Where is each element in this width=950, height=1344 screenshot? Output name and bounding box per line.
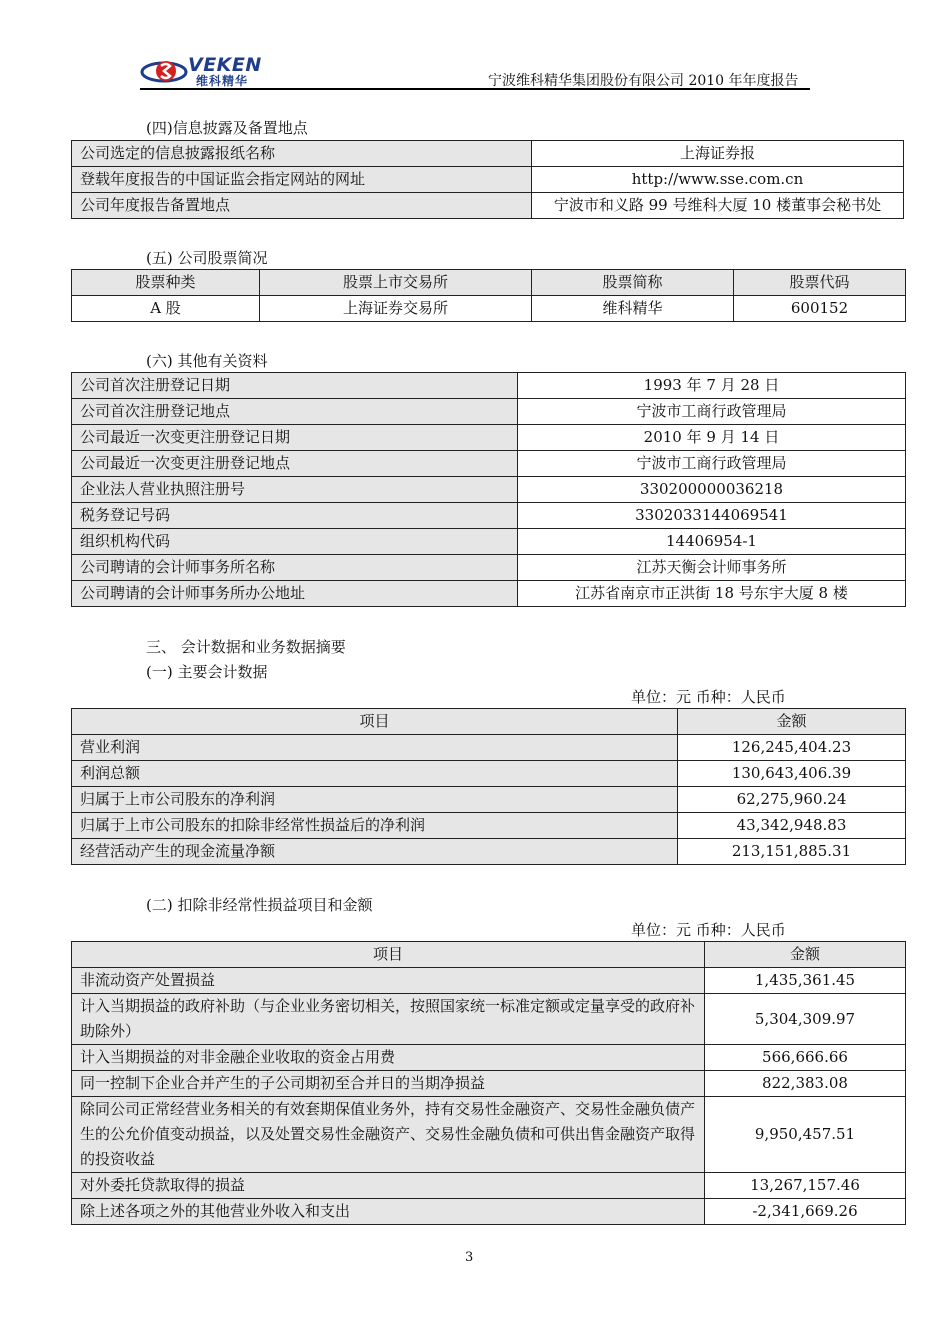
table-header-row bbox=[72, 942, 906, 968]
row-value: -2,341,669.26 bbox=[705, 1199, 906, 1225]
row-value: 62,275,960.24 bbox=[678, 787, 906, 813]
table-row bbox=[72, 1097, 906, 1173]
header-cell: 金额 bbox=[705, 942, 906, 968]
header-cell: 项目 bbox=[72, 709, 678, 735]
table-row bbox=[72, 761, 906, 787]
table-row bbox=[72, 425, 906, 451]
row-value: 330200000036218 bbox=[518, 477, 906, 503]
logo-english: VEKEN bbox=[188, 54, 262, 76]
table-row bbox=[72, 555, 906, 581]
table-row bbox=[72, 1071, 906, 1097]
table-row bbox=[72, 451, 906, 477]
table-row bbox=[72, 529, 906, 555]
row-value: 5,304,309.97 bbox=[705, 994, 906, 1045]
row-label: 公司最近一次变更注册登记日期 bbox=[72, 425, 518, 451]
sec3-sub1-title: (一) 主要会计数据 bbox=[146, 663, 268, 681]
header-cell: 股票种类 bbox=[72, 270, 260, 296]
row-label: 除同公司正常经营业务相关的有效套期保值业务外，持有交易性金融资产、交易性金融负债产生的公允价值变动损益，以及处置交易性金融资产、交易性金融负债和可供出售金融资产取得的投资收益 bbox=[72, 1097, 705, 1173]
header-cell: 金额 bbox=[678, 709, 906, 735]
row-label: 除上述各项之外的其他营业外收入和支出 bbox=[72, 1199, 705, 1225]
sec3-sub2-title: (二) 扣除非经常性损益项目和金额 bbox=[146, 896, 373, 914]
sec4-title: (四)信息披露及备置地点 bbox=[146, 119, 308, 137]
table-row bbox=[72, 787, 906, 813]
header-cell: 股票简称 bbox=[532, 270, 734, 296]
row-label: 利润总额 bbox=[72, 761, 678, 787]
row-label: 公司最近一次变更注册登记地点 bbox=[72, 451, 518, 477]
header-cell: 股票代码 bbox=[734, 270, 906, 296]
row-value: http://www.sse.com.cn bbox=[532, 167, 904, 193]
non-recurring-table bbox=[71, 941, 906, 1225]
row-label: 经营活动产生的现金流量净额 bbox=[72, 839, 678, 865]
page-number: 3 bbox=[465, 1250, 474, 1265]
table-header-row bbox=[72, 270, 906, 296]
row-label: 归属于上市公司股东的扣除非经常性损益后的净利润 bbox=[72, 813, 678, 839]
row-value: 宁波市和义路 99 号维科大厦 10 楼董事会秘书处 bbox=[532, 193, 904, 219]
row-value: 宁波市工商行政管理局 bbox=[518, 399, 906, 425]
row-value: 126,245,404.23 bbox=[678, 735, 906, 761]
table-row bbox=[72, 503, 906, 529]
row-value: 566,666.66 bbox=[705, 1045, 906, 1071]
row-label: 企业法人营业执照注册号 bbox=[72, 477, 518, 503]
header-rule bbox=[140, 88, 810, 90]
row-label: 公司聘请的会计师事务所办公地址 bbox=[72, 581, 518, 607]
table-row bbox=[72, 735, 906, 761]
cell: 上海证券交易所 bbox=[260, 296, 532, 322]
row-value: 1993 年 7 月 28 日 bbox=[518, 373, 906, 399]
table-row bbox=[72, 193, 904, 219]
table-row bbox=[72, 581, 906, 607]
row-label: 同一控制下企业合并产生的子公司期初至合并日的当期净损益 bbox=[72, 1071, 705, 1097]
table-row bbox=[72, 813, 906, 839]
row-value: 9,950,457.51 bbox=[705, 1097, 906, 1173]
table-row bbox=[72, 1173, 906, 1199]
disclosure-table bbox=[71, 140, 904, 219]
table-header-row bbox=[72, 709, 906, 735]
table-row bbox=[72, 399, 906, 425]
row-label: 组织机构代码 bbox=[72, 529, 518, 555]
row-value: 130,643,406.39 bbox=[678, 761, 906, 787]
row-label: 公司首次注册登记日期 bbox=[72, 373, 518, 399]
sec5-title: (五) 公司股票简况 bbox=[146, 249, 268, 267]
row-label: 公司聘请的会计师事务所名称 bbox=[72, 555, 518, 581]
row-label: 公司年度报告备置地点 bbox=[72, 193, 532, 219]
company-info-table bbox=[71, 372, 906, 607]
table-row bbox=[72, 994, 906, 1045]
table-row bbox=[72, 373, 906, 399]
stock-table bbox=[71, 269, 906, 322]
row-value: 宁波市工商行政管理局 bbox=[518, 451, 906, 477]
report-title: 宁波维科精华集团股份有限公司 2010 年年度报告 bbox=[488, 73, 799, 89]
row-value: 822,383.08 bbox=[705, 1071, 906, 1097]
header-cell: 股票上市交易所 bbox=[260, 270, 532, 296]
row-label: 对外委托贷款取得的损益 bbox=[72, 1173, 705, 1199]
header-cell: 项目 bbox=[72, 942, 705, 968]
row-label: 公司首次注册登记地点 bbox=[72, 399, 518, 425]
row-value: 213,151,885.31 bbox=[678, 839, 906, 865]
table-row bbox=[72, 477, 906, 503]
cell: A 股 bbox=[72, 296, 260, 322]
row-label: 归属于上市公司股东的净利润 bbox=[72, 787, 678, 813]
row-label: 登载年度报告的中国证监会指定网站的网址 bbox=[72, 167, 532, 193]
table-row bbox=[72, 839, 906, 865]
table-row bbox=[72, 167, 904, 193]
row-label: 公司选定的信息披露报纸名称 bbox=[72, 141, 532, 167]
row-label: 非流动资产处置损益 bbox=[72, 968, 705, 994]
row-label: 计入当期损益的对非金融企业收取的资金占用费 bbox=[72, 1045, 705, 1071]
table-row bbox=[72, 296, 906, 322]
sec3-heading: 三、 会计数据和业务数据摘要 bbox=[146, 638, 346, 656]
table-row bbox=[72, 968, 906, 994]
table-row bbox=[72, 141, 904, 167]
row-value: 43,342,948.83 bbox=[678, 813, 906, 839]
table-row bbox=[72, 1045, 906, 1071]
row-label: 计入当期损益的政府补助（与企业业务密切相关，按照国家统一标准定额或定量享受的政府补助除外） bbox=[72, 994, 705, 1045]
table-row bbox=[72, 1199, 906, 1225]
row-value: 2010 年 9 月 14 日 bbox=[518, 425, 906, 451]
cell: 600152 bbox=[734, 296, 906, 322]
row-value: 江苏省南京市正洪街 18 号东宇大厦 8 楼 bbox=[518, 581, 906, 607]
cell: 维科精华 bbox=[532, 296, 734, 322]
unit-label: 单位：元 币种：人民币 bbox=[631, 688, 786, 706]
row-label: 营业利润 bbox=[72, 735, 678, 761]
row-value: 上海证券报 bbox=[532, 141, 904, 167]
sec6-title: (六) 其他有关资料 bbox=[146, 352, 268, 370]
accounting-data-table bbox=[71, 708, 906, 865]
row-value: 13,267,157.46 bbox=[705, 1173, 906, 1199]
row-value: 14406954-1 bbox=[518, 529, 906, 555]
row-value: 1,435,361.45 bbox=[705, 968, 906, 994]
row-label: 税务登记号码 bbox=[72, 503, 518, 529]
veken-logo-icon bbox=[140, 54, 192, 88]
unit-label-2: 单位：元 币种：人民币 bbox=[631, 921, 786, 939]
row-value: 3302033144069541 bbox=[518, 503, 906, 529]
logo-chinese: 维科精华 bbox=[196, 74, 249, 88]
row-value: 江苏天衡会计师事务所 bbox=[518, 555, 906, 581]
